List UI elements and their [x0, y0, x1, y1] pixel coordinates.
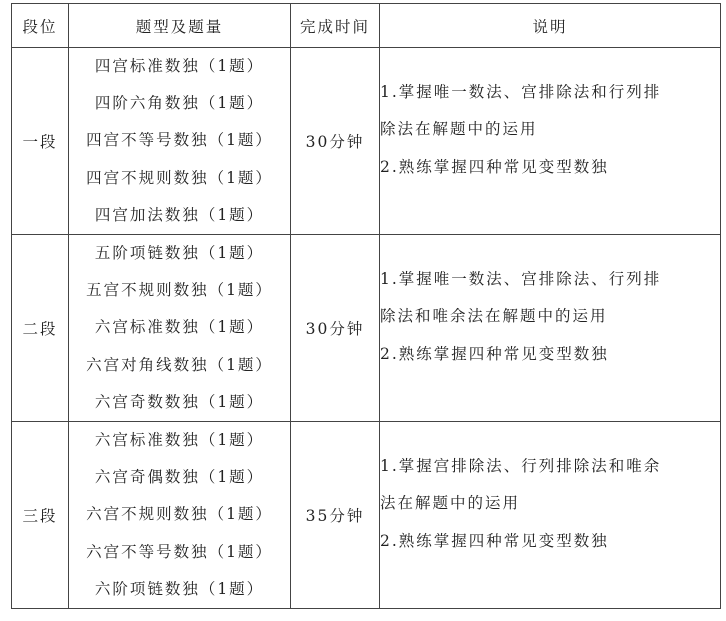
header-puzzles: 题型及题量: [69, 4, 291, 48]
puzzle-item: 四阶六角数独（1题）: [94, 94, 265, 113]
level-name: 二段: [12, 235, 69, 422]
header-time: 完成时间: [291, 4, 380, 48]
level-name: 一段: [12, 48, 69, 235]
level-name: 三段: [12, 422, 69, 609]
puzzle-list: [69, 235, 291, 422]
puzzle-item: 四宫加法数独（1题）: [94, 205, 265, 224]
description-line: 1.掌握唯一数法、宫排除法、行列排: [380, 269, 662, 288]
description-cell: [380, 48, 721, 235]
completion-time: 35分钟: [291, 422, 380, 609]
puzzle-item: 四宫不规则数独（1题）: [86, 168, 273, 187]
puzzle-item: 五宫不规则数独（1题）: [86, 281, 273, 300]
table-row: [12, 422, 721, 609]
description-cell: [380, 422, 721, 609]
puzzle-item: 六宫标准数独（1题）: [94, 318, 265, 337]
puzzle-item: 六宫奇偶数独（1题）: [94, 468, 265, 487]
description-line: 2.熟练掌握四种常见变型数独: [380, 344, 609, 363]
header-description: 说明: [380, 4, 721, 48]
table-header-row: [12, 4, 721, 48]
puzzle-item: 四宫标准数独（1题）: [94, 57, 265, 75]
puzzle-item: 六宫奇数数独（1题）: [94, 392, 265, 411]
description-line: 1.掌握宫排除法、行列排除法和唯余: [380, 456, 662, 475]
completion-time: 30分钟: [291, 235, 380, 422]
header-level: 段位: [12, 4, 69, 48]
description-cell: [380, 235, 721, 422]
puzzle-item: 六宫不规则数独（1题）: [86, 505, 273, 524]
table-row: [12, 48, 721, 235]
puzzle-list: [69, 48, 291, 235]
puzzle-list: [69, 422, 291, 609]
description-line: 除法在解题中的运用: [380, 120, 538, 139]
description-line: 1.掌握唯一数法、宫排除法和行列排: [380, 82, 662, 101]
level-requirements-table: [11, 3, 721, 609]
puzzle-item: 六宫对角线数独（1题）: [86, 355, 273, 374]
description-line: 2.熟练掌握四种常见变型数独: [380, 157, 609, 176]
puzzle-item: 五阶项链数独（1题）: [94, 244, 265, 263]
description-line: 法在解题中的运用: [380, 494, 521, 513]
completion-time: 30分钟: [291, 48, 380, 235]
puzzle-item: 六宫不等号数独（1题）: [86, 542, 273, 561]
description-line: 2.熟练掌握四种常见变型数独: [380, 531, 609, 550]
puzzle-item: 六阶项链数独（1题）: [94, 579, 265, 598]
puzzle-item: 六宫标准数独（1题）: [94, 431, 265, 450]
puzzle-item: 四宫不等号数独（1题）: [86, 131, 273, 150]
table-row: [12, 235, 721, 422]
description-line: 除法和唯余法在解题中的运用: [380, 307, 608, 326]
